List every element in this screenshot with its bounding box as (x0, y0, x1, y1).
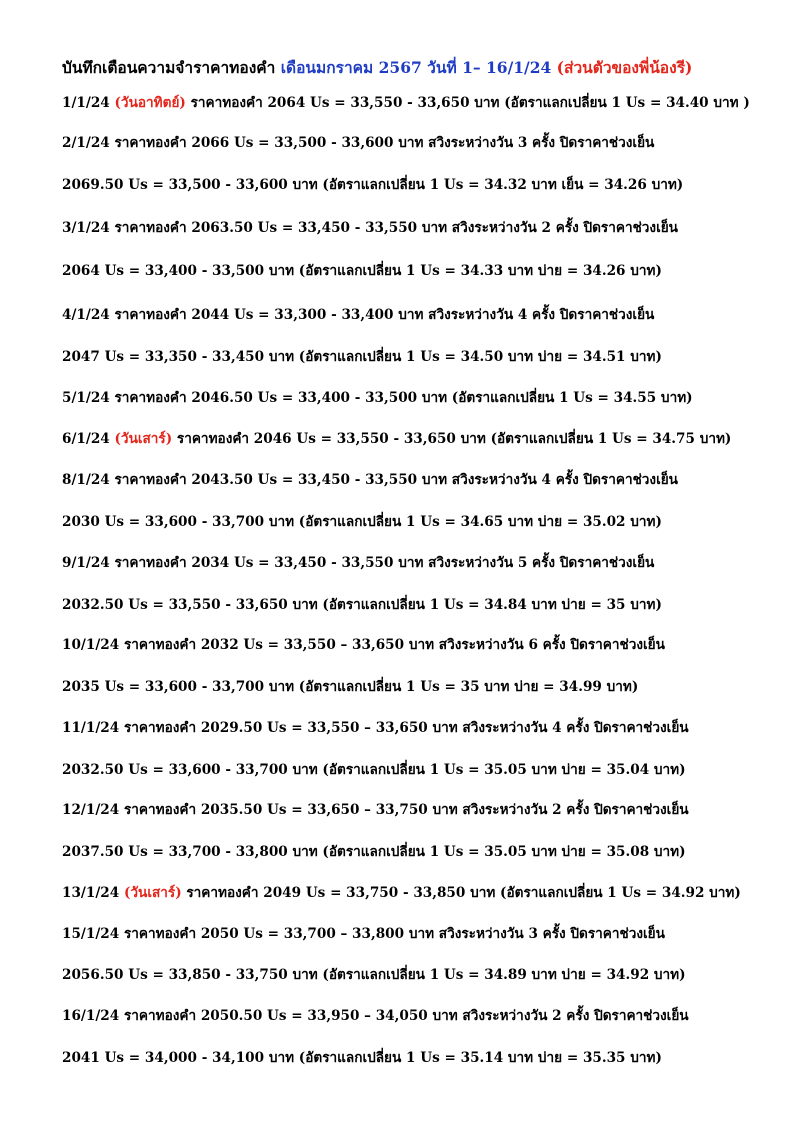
entry-line (62, 92, 782, 114)
entry-text: 10/1/24 ราคาทองคำ 2032 Us = 33,550 – 33,650 บาท สวิงระหว่างวัน 6 ครั้ง ปิดราคาช่วงเย็น (62, 637, 665, 653)
title-note: (ส่วนตัวของพี่น้องรี) (551, 58, 693, 77)
entry-line (62, 552, 782, 574)
title-text: บันทึกเตือนความจำราคาทองคำ (62, 58, 281, 77)
entry-line (62, 634, 782, 656)
entry-text: 2069.50 Us = 33,500 - 33,600 บาท (อัตราแลกเปลี่ยน 1 Us = 34.32 บาท เย็น = 34.26 บาท) (62, 177, 684, 193)
weekday-label: (วันเสาร์) (123, 885, 182, 901)
entry-line (62, 882, 782, 904)
entry-text: 15/1/24 ราคาทองคำ 2050 Us = 33,700 – 33,800 บาท สวิงระหว่างวัน 3 ครั้ง ปิดราคาช่วงเย็น (62, 926, 665, 942)
entry-line (62, 1047, 782, 1069)
entry-text: 5/1/24 ราคาทองคำ 2046.50 Us = 33,400 - 33,500 บาท (อัตราแลกเปลี่ยน 1 Us = 34.55 บาท) (62, 390, 693, 406)
entry-text: 2041 Us = 34,000 - 34,100 บาท (อัตราแลกเปลี่ยน 1 Us = 35.14 บาท บ่าย = 35.35 บาท) (62, 1050, 662, 1066)
entry-text: 2032.50 Us = 33,550 - 33,650 บาท (อัตราแลกเปลี่ยน 1 Us = 34.84 บาท บ่าย = 35 บาท) (62, 597, 662, 613)
weekday-label: (วันอาทิตย์) (114, 95, 186, 111)
weekday-label: (วันเสาร์) (114, 431, 173, 447)
entry-line (62, 1005, 782, 1027)
entry-text-rest: ราคาทองคำ 2064 Us = 33,550 - 33,650 บาท (อัตราแลกเปลี่ยน 1 Us = 34.40 บาท ) (185, 95, 750, 111)
entry-line (62, 132, 782, 154)
entry-text: 2037.50 Us = 33,700 - 33,800 บาท (อัตราแลกเปลี่ยน 1 Us = 35.05 บาท บ่าย = 35.08 บาท) (62, 844, 686, 860)
entry-text-rest: ราคาทองคำ 2049 Us = 33,750 - 33,850 บาท (อัตราแลกเปลี่ยน 1 Us = 34.92 บาท) (181, 885, 741, 901)
entry-text: 2/1/24 ราคาทองคำ 2066 Us = 33,500 - 33,600 บาท สวิงระหว่างวัน 3 ครั้ง ปิดราคาช่วงเย็น (62, 135, 655, 151)
entry-line (62, 428, 782, 450)
entry-line (62, 594, 782, 616)
entry-line (62, 717, 782, 739)
entry-line (62, 260, 782, 282)
entry-text: 11/1/24 ราคาทองคำ 2029.50 Us = 33,550 – 33,650 บาท สวิงระหว่างวัน 4 ครั้ง ปิดราคาช่วงเย็น (62, 720, 689, 736)
entry-text: 2056.50 Us = 33,850 - 33,750 บาท (อัตราแลกเปลี่ยน 1 Us = 34.89 บาท บ่าย = 34.92 บาท) (62, 967, 686, 983)
entry-text: 2030 Us = 33,600 - 33,700 บาท (อัตราแลกเปลี่ยน 1 Us = 34.65 บาท บ่าย = 35.02 บาท) (62, 514, 662, 530)
entry-text: 1/1/24 (62, 95, 115, 111)
entry-text: 12/1/24 ราคาทองคำ 2035.50 Us = 33,650 – 33,750 บาท สวิงระหว่างวัน 2 ครั้ง ปิดราคาช่วงเย็น (62, 802, 689, 818)
entry-text: 3/1/24 ราคาทองคำ 2063.50 Us = 33,450 - 33,550 บาท สวิงระหว่างวัน 2 ครั้ง ปิดราคาช่วงเย็น (62, 220, 678, 236)
entry-line (62, 964, 782, 986)
entry-line (62, 174, 782, 196)
entry-line (62, 346, 782, 368)
entry-line (62, 923, 782, 945)
entry-text: 2047 Us = 33,350 - 33,450 บาท (อัตราแลกเปลี่ยน 1 Us = 34.50 บาท บ่าย = 34.51 บาท) (62, 349, 662, 365)
entry-text: 8/1/24 ราคาทองคำ 2043.50 Us = 33,450 - 33,550 บาท สวิงระหว่างวัน 4 ครั้ง ปิดราคาช่วงเย็น (62, 472, 678, 488)
entry-line (62, 759, 782, 781)
entry-text: 13/1/24 (62, 885, 124, 901)
entry-text: 2064 Us = 33,400 - 33,500 บาท (อัตราแลกเปลี่ยน 1 Us = 34.33 บาท บ่าย = 34.26 บาท) (62, 263, 662, 279)
entry-text: 4/1/24 ราคาทองคำ 2044 Us = 33,300 - 33,400 บาท สวิงระหว่างวัน 4 ครั้ง ปิดราคาช่วงเย็น (62, 307, 655, 323)
title-month-range: เดือนมกราคม 2567 วันที่ 1– 16/1/24 (280, 58, 552, 77)
entry-text: 6/1/24 (62, 431, 115, 447)
entry-line (62, 217, 782, 239)
entry-text: 9/1/24 ราคาทองคำ 2034 Us = 33,450 - 33,550 บาท สวิงระหว่างวัน 5 ครั้ง ปิดราคาช่วงเย็น (62, 555, 655, 571)
entry-line (62, 799, 782, 821)
entry-line (62, 387, 782, 409)
entry-text: 16/1/24 ราคาทองคำ 2050.50 Us = 33,950 – 34,050 บาท สวิงระหว่างวัน 2 ครั้ง ปิดราคาช่วงเย็น (62, 1008, 689, 1024)
entry-text: 2032.50 Us = 33,600 - 33,700 บาท (อัตราแลกเปลี่ยน 1 Us = 35.05 บาท บ่าย = 35.04 บาท) (62, 762, 686, 778)
entry-text: 2035 Us = 33,600 - 33,700 บาท (อัตราแลกเปลี่ยน 1 Us = 35 บาท บ่าย = 34.99 บาท) (62, 679, 639, 695)
entry-line (62, 841, 782, 863)
entry-line (62, 676, 782, 698)
entry-line (62, 304, 782, 326)
entry-text-rest: ราคาทองคำ 2046 Us = 33,550 - 33,650 บาท (อัตราแลกเปลี่ยน 1 Us = 34.75 บาท) (172, 431, 732, 447)
document-title (62, 56, 782, 80)
entry-line (62, 469, 782, 491)
entry-line (62, 511, 782, 533)
